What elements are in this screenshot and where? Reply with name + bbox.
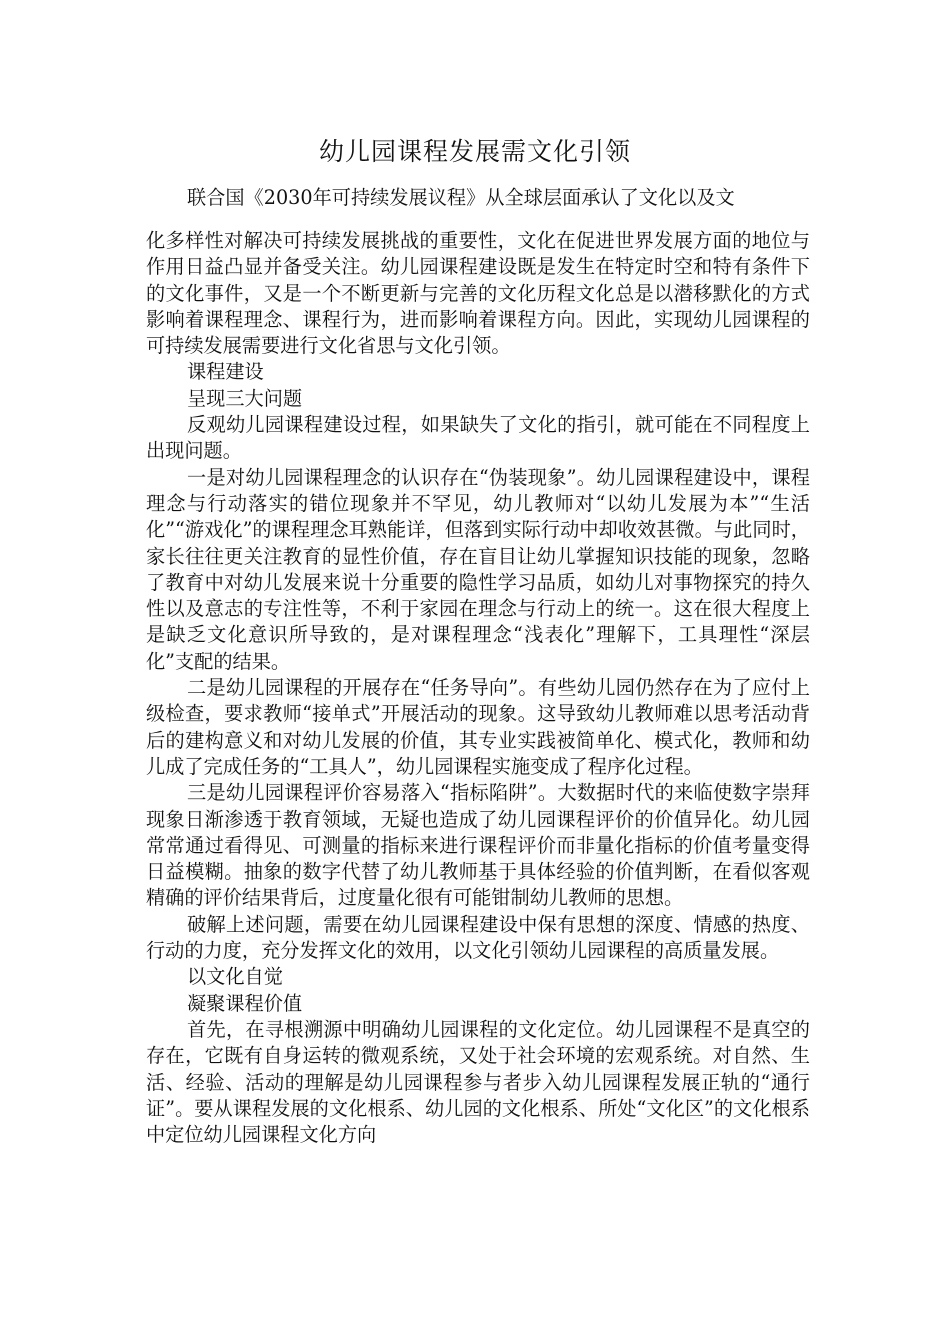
section-subheading: 呈现三大问题 bbox=[187, 386, 303, 410]
paragraph: 三是幼儿园课程评价容易落入“指标陷阱”。大数据时代的来临使数字崇拜现象日渐渗透于教育领域，无疑也造成了幼儿园课程评价的价值异化。幼儿园常常通过看得见、可测量的指标来进行课程评价而非量化指标的价值考量变得日益模糊。抽象的数字代替了幼儿教师基于具体经验的价值判断，在看似客观精确的评价结果背后，过度量化很有可能钳制幼儿教师的思想。 bbox=[146, 781, 810, 910]
paragraph: 反观幼儿园课程建设过程，如果缺失了文化的指引，就可能在不同程度上出现问题。 bbox=[146, 413, 810, 463]
section-heading: 课程建设 bbox=[187, 360, 264, 384]
section-heading: 以文化自觉 bbox=[187, 965, 283, 989]
paragraph: 破解上述问题，需要在幼儿园课程建设中保有思想的深度、情感的热度、行动的力度，充分发挥文化的效用，以文化引领幼儿园课程的高质量发展。 bbox=[146, 912, 810, 963]
document-body bbox=[146, 228, 810, 1148]
paragraph: 一是对幼儿园课程理念的认识存在“伪装现象”。幼儿园课程建设中，课程理念与行动落实的错位现象并不罕见，幼儿教师对“以幼儿发展为本”“生活化”“游戏化”的课程理念耳熟能详，但落到实际行动中却收效甚微。与此同时，家长往往更关注教育的显性价值，存在盲目让幼儿掌握知识技能的现象，忽略了教育中对幼儿发展来说十分重要的隐性学习品质，如幼儿对事物探究的持久性以及意志的专注性等，不利于家园在理念与行动上的统一。这在很大程度上是缺乏文化意识所导致的，是对课程理念“浅表化”理解下，工具理性“深层化”支配的结果。 bbox=[146, 465, 810, 673]
paragraph-intro: 化多样性对解决可持续发展挑战的重要性，文化在促进世界发展方面的地位与作用日益凸显并备受关注。幼儿园课程建设既是发生在特定时空和特有条件下的文化事件，又是一个不断更新与完善的文化历程文化总是以潜移默化的方式影响着课程理念、课程行为，进而影响着课程方向。因此，实现幼儿园课程的可持续发展需要进行文化省思与文化引领。 bbox=[146, 229, 810, 358]
document-title: 幼儿园课程发展需文化引领 bbox=[318, 137, 631, 166]
paragraph: 首先，在寻根溯源中明确幼儿园课程的文化定位。幼儿园课程不是真空的存在，它既有自身运转的微观系统，又处于社会环境的宏观系统。对自然、生活、经验、活动的理解是幼儿园课程参与者步入幼儿园课程发展正轨的“通行证”。要从课程发展的文化根系、幼儿园的文化根系、所处“文化区”的文化根系中定位幼儿园课程文化方向 bbox=[146, 1017, 810, 1147]
section-subheading: 凝聚课程价值 bbox=[187, 991, 303, 1015]
paragraph: 二是幼儿园课程的开展存在“任务导向”。有些幼儿园仍然存在为了应付上级检查，要求教师“接单式”开展活动的现象。这导致幼儿教师难以思考活动背后的建构意义和对幼儿发展的价值，其专业实践被简单化、模式化，教师和幼儿成了完成任务的“工具人”，幼儿园课程实施变成了程序化过程。 bbox=[146, 676, 810, 778]
lead-line: 联合国《2030年可持续发展议程》从全球层面承认了文化以及文 bbox=[187, 186, 735, 209]
